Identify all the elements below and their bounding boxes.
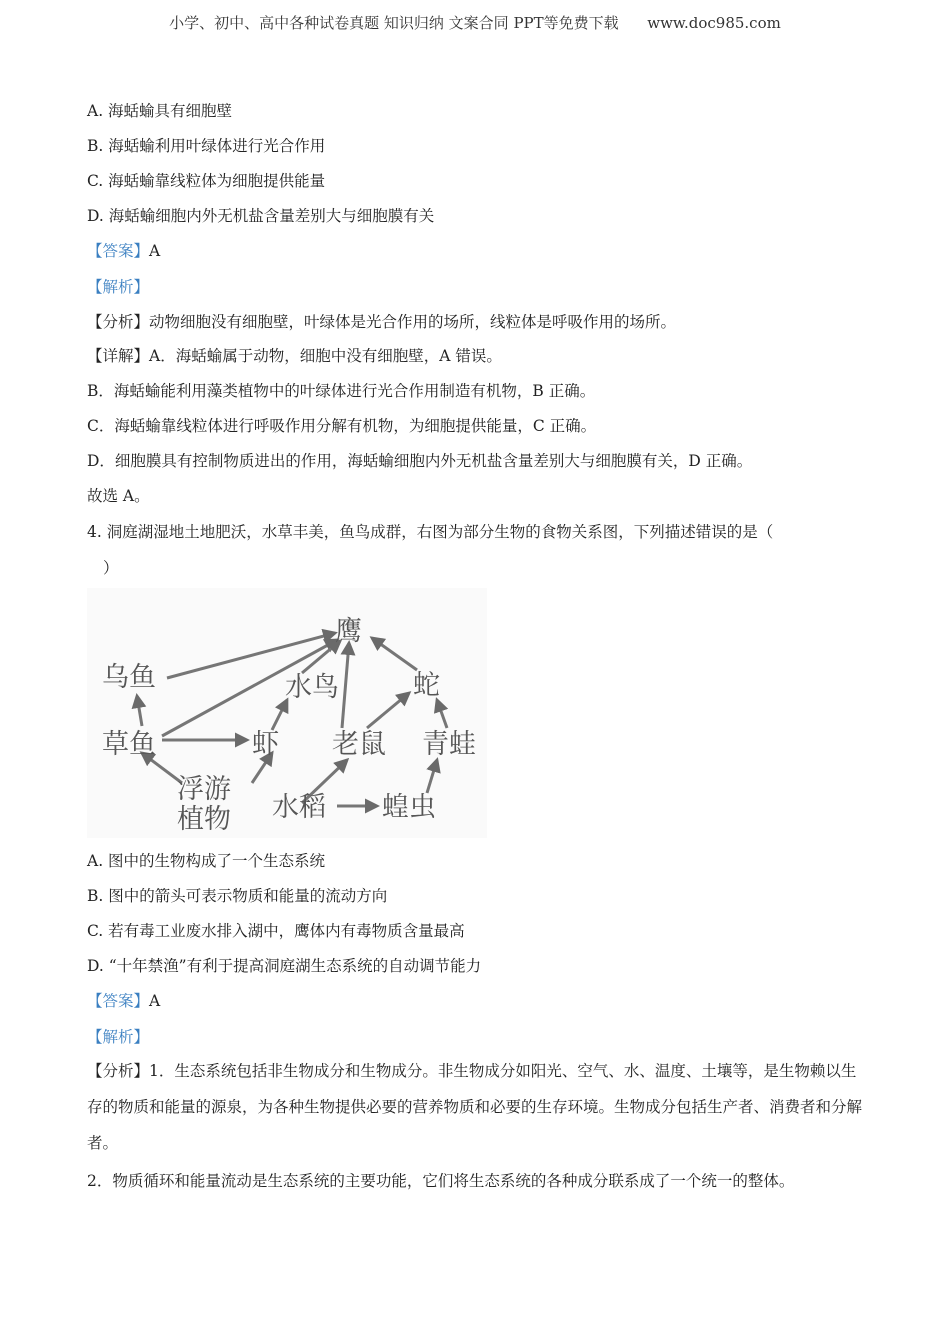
answer-tag: 【答案】 — [87, 242, 150, 260]
node-snake: 蛇 — [413, 670, 440, 701]
q3-answer — [87, 240, 160, 262]
q3-conclusion: 故选 A。 — [87, 487, 150, 505]
page-header: 小学、初中、高中各种试卷真题 知识归纳 文案合同 PPT等免费下载 www.doc985.com — [169, 14, 781, 32]
q4-answer — [87, 990, 160, 1012]
q4-fenxi-paragraph: 【分析】1．生态系统包括非生物成分和生物成分。非生物成分如阳光、空气、水、温度、土壤等，是生物赖以生存的物质和能量的源泉，为各种生物提供必要的营养物质和必要的生存环境。生物成分包括生产者、消费者和分解者。 — [87, 1062, 863, 1152]
node-grasscarp: 草鱼 — [102, 729, 156, 760]
answer-value: A — [149, 242, 161, 260]
node-shrimp: 虾 — [252, 729, 279, 760]
analysis-tag: 【解析】 — [87, 1028, 150, 1046]
answer-value: A — [149, 992, 161, 1010]
q4-option-c: C. 若有毒工业废水排入湖中，鹰体内有毒物质含量最高 — [87, 922, 465, 940]
node-mouse: 老鼠 — [332, 729, 386, 760]
q4-point-2: 2．物质循环和能量流动是生态系统的主要功能，它们将生态系统的各种成分联系成了一个统一的整体。 — [87, 1172, 795, 1190]
analysis-tag: 【解析】 — [87, 278, 150, 296]
q3-detail-d: D．细胞膜具有控制物质进出的作用，海蛞蝓细胞内外无机盐含量差别大与细胞膜有关，D 正确。 — [87, 452, 753, 470]
q4-stem-end: ） — [103, 559, 119, 577]
q3-fenxi: 【分析】动物细胞没有细胞壁，叶绿体是光合作用的场所，线粒体是呼吸作用的场所。 — [87, 313, 677, 331]
q4-option-a: A. 图中的生物构成了一个生态系统 — [87, 852, 326, 870]
q4-option-b: B. 图中的箭头可表示物质和能量的流动方向 — [87, 887, 388, 905]
q4-option-d: D. “十年禁渔”有利于提高洞庭湖生态系统的自动调节能力 — [87, 957, 482, 975]
answer-tag: 【答案】 — [87, 992, 150, 1010]
q4-stem: 4. 洞庭湖湿地土地肥沃，水草丰美，鱼鸟成群，右图为部分生物的食物关系图，下列描述错误的是（ — [87, 523, 774, 541]
food-web-diagram — [87, 588, 487, 838]
node-blackfish: 乌鱼 — [102, 662, 156, 693]
q3-option-b: B. 海蛞蝓利用叶绿体进行光合作用 — [87, 137, 326, 155]
node-waterbird: 水鸟 — [285, 672, 339, 703]
node-locust: 蝗虫 — [382, 792, 436, 823]
q4-analysis-tag — [87, 1026, 149, 1048]
node-frog: 青蛙 — [422, 729, 476, 760]
q3-option-c: C. 海蛞蝓靠线粒体为细胞提供能量 — [87, 172, 326, 190]
q3-detail-c: C．海蛞蝓靠线粒体进行呼吸作用分解有机物，为细胞提供能量，C 正确。 — [87, 417, 597, 435]
q3-analysis-tag — [87, 276, 149, 298]
node-hawk: 鹰 — [335, 616, 362, 647]
node-plankton-1: 浮游 — [177, 774, 231, 805]
node-plankton-2: 植物 — [177, 804, 231, 835]
node-rice: 水稻 — [272, 792, 326, 823]
q3-detail-b: B．海蛞蝓能利用藻类植物中的叶绿体进行光合作用制造有机物，B 正确。 — [87, 382, 596, 400]
q3-xiangjie: 【详解】A．海蛞蝓属于动物，细胞中没有细胞壁，A 错误。 — [87, 347, 502, 365]
q3-option-a: A. 海蛞蝓具有细胞壁 — [87, 102, 233, 120]
q3-option-d: D. 海蛞蝓细胞内外无机盐含量差别大与细胞膜有关 — [87, 207, 435, 225]
